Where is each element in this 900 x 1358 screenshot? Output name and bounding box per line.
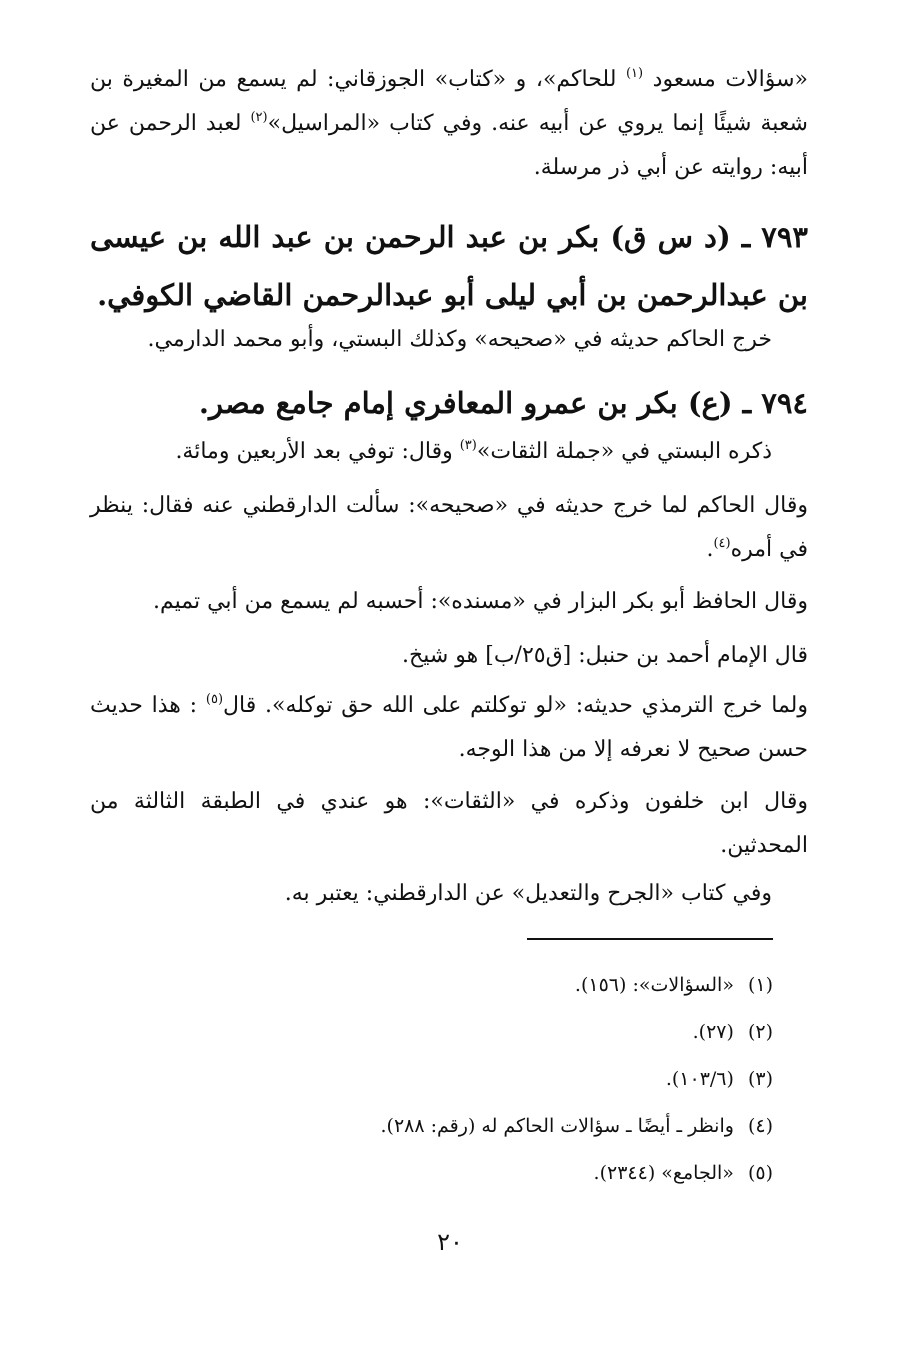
text-run: وقال: توفي بعد الأربعين ومائة.	[175, 439, 453, 464]
footnote-number: (٢)	[747, 1021, 773, 1043]
text-run: «سؤالات مسعود	[652, 67, 808, 92]
text-run: وقال الحاكم لما خرج حديثه في «صحيحه»: سألت الدارقطني عنه فقال: ينظر في أمره	[90, 493, 808, 562]
text-run: ولما خرج الترمذي حديثه: «لو توكلتم على الله حق توكله». قال	[223, 693, 808, 718]
entry-794-paragraph-7: وفي كتاب «الجرح والتعديل» عن الدارقطني: يعتبر به.	[284, 881, 772, 906]
footnote-ref-5[interactable]: (٥)	[205, 692, 224, 707]
text-run: .	[706, 537, 714, 562]
page-number: ٢٠	[437, 1228, 463, 1256]
footnote-ref-2[interactable]: (٢)	[250, 110, 268, 125]
footnote-number: (١)	[747, 974, 773, 996]
footnote-number: (٣)	[747, 1068, 773, 1090]
footnote-text: (١٠٣/٦).	[665, 1068, 734, 1090]
text-run: ذكره البستي في «جملة الثقات»	[476, 439, 772, 464]
footnote-ref-1[interactable]: (١)	[625, 66, 644, 81]
entry-793-heading: ٧٩٣ ـ (د س ق) بكر بن عبد الرحمن بن عبد الله بن عيسى بن عبدالرحمن بن أبي ليلى أبو عبدالرحمن القاضي الكوفي.	[90, 220, 808, 312]
footnote-text: (٢٧).	[692, 1021, 734, 1043]
footnote-text: «السؤالات»: (١٥٦).	[574, 974, 734, 996]
footnote-4	[93, 1103, 773, 1150]
footnote-1	[93, 962, 773, 1009]
entry-794-paragraph-3: وقال الحافظ أبو بكر البزار في «مسنده»: أحسبه لم يسمع من أبي تميم.	[152, 589, 808, 614]
footnote-ref-3[interactable]: (٣)	[459, 438, 477, 453]
text-run: : هذا حديث حسن صحيح لا نعرفه إلا من هذا الوجه.	[90, 693, 808, 762]
footnote-separator	[527, 938, 773, 940]
footnote-number: (٤)	[747, 1115, 773, 1137]
text-run: للحاكم»، و «كتاب» الجوزقاني: لم يسمع من المغيرة بن شعبة شيئًا إنما يروي عن أبيه عنه. وفي كتاب «المراسيل»	[90, 67, 808, 136]
footnote-3	[93, 1056, 773, 1103]
text-run: لعبد الرحمن عن أبيه: روايته عن أبي ذر مرسلة.	[90, 111, 808, 180]
footnote-2	[93, 1009, 773, 1056]
footnote-5	[93, 1150, 773, 1197]
entry-794-paragraph-5	[90, 684, 808, 772]
footnotes	[93, 962, 773, 1197]
entry-793-paragraph: خرج الحاكم حديثه في «صحيحه» وكذلك البستي، وأبو محمد الدارمي.	[147, 327, 772, 352]
entry-794-paragraph-2	[90, 484, 808, 572]
entry-794-paragraph-4: قال الإمام أحمد بن حنبل: [ق٢٥/ب] هو شيخ.	[402, 643, 808, 668]
entry-794-paragraph-1	[90, 430, 808, 474]
previous-entry-paragraph	[90, 58, 808, 190]
entry-794-heading: ٧٩٤ ـ (ع) بكر بن عمرو المعافري إمام جامع مصر.	[198, 386, 808, 420]
footnote-text: «الجامع» (٢٣٤٤).	[593, 1162, 734, 1184]
entry-794-paragraph-6: وقال ابن خلفون وذكره في «الثقات»: هو عندي في الطبقة الثالثة من المحدثين.	[90, 789, 808, 858]
footnote-ref-4[interactable]: (٤)	[713, 536, 731, 551]
footnote-number: (٥)	[747, 1162, 773, 1184]
footnote-text: وانظر ـ أيضًا ـ سؤالات الحاكم له (رقم: ٢٨٨).	[380, 1115, 734, 1137]
